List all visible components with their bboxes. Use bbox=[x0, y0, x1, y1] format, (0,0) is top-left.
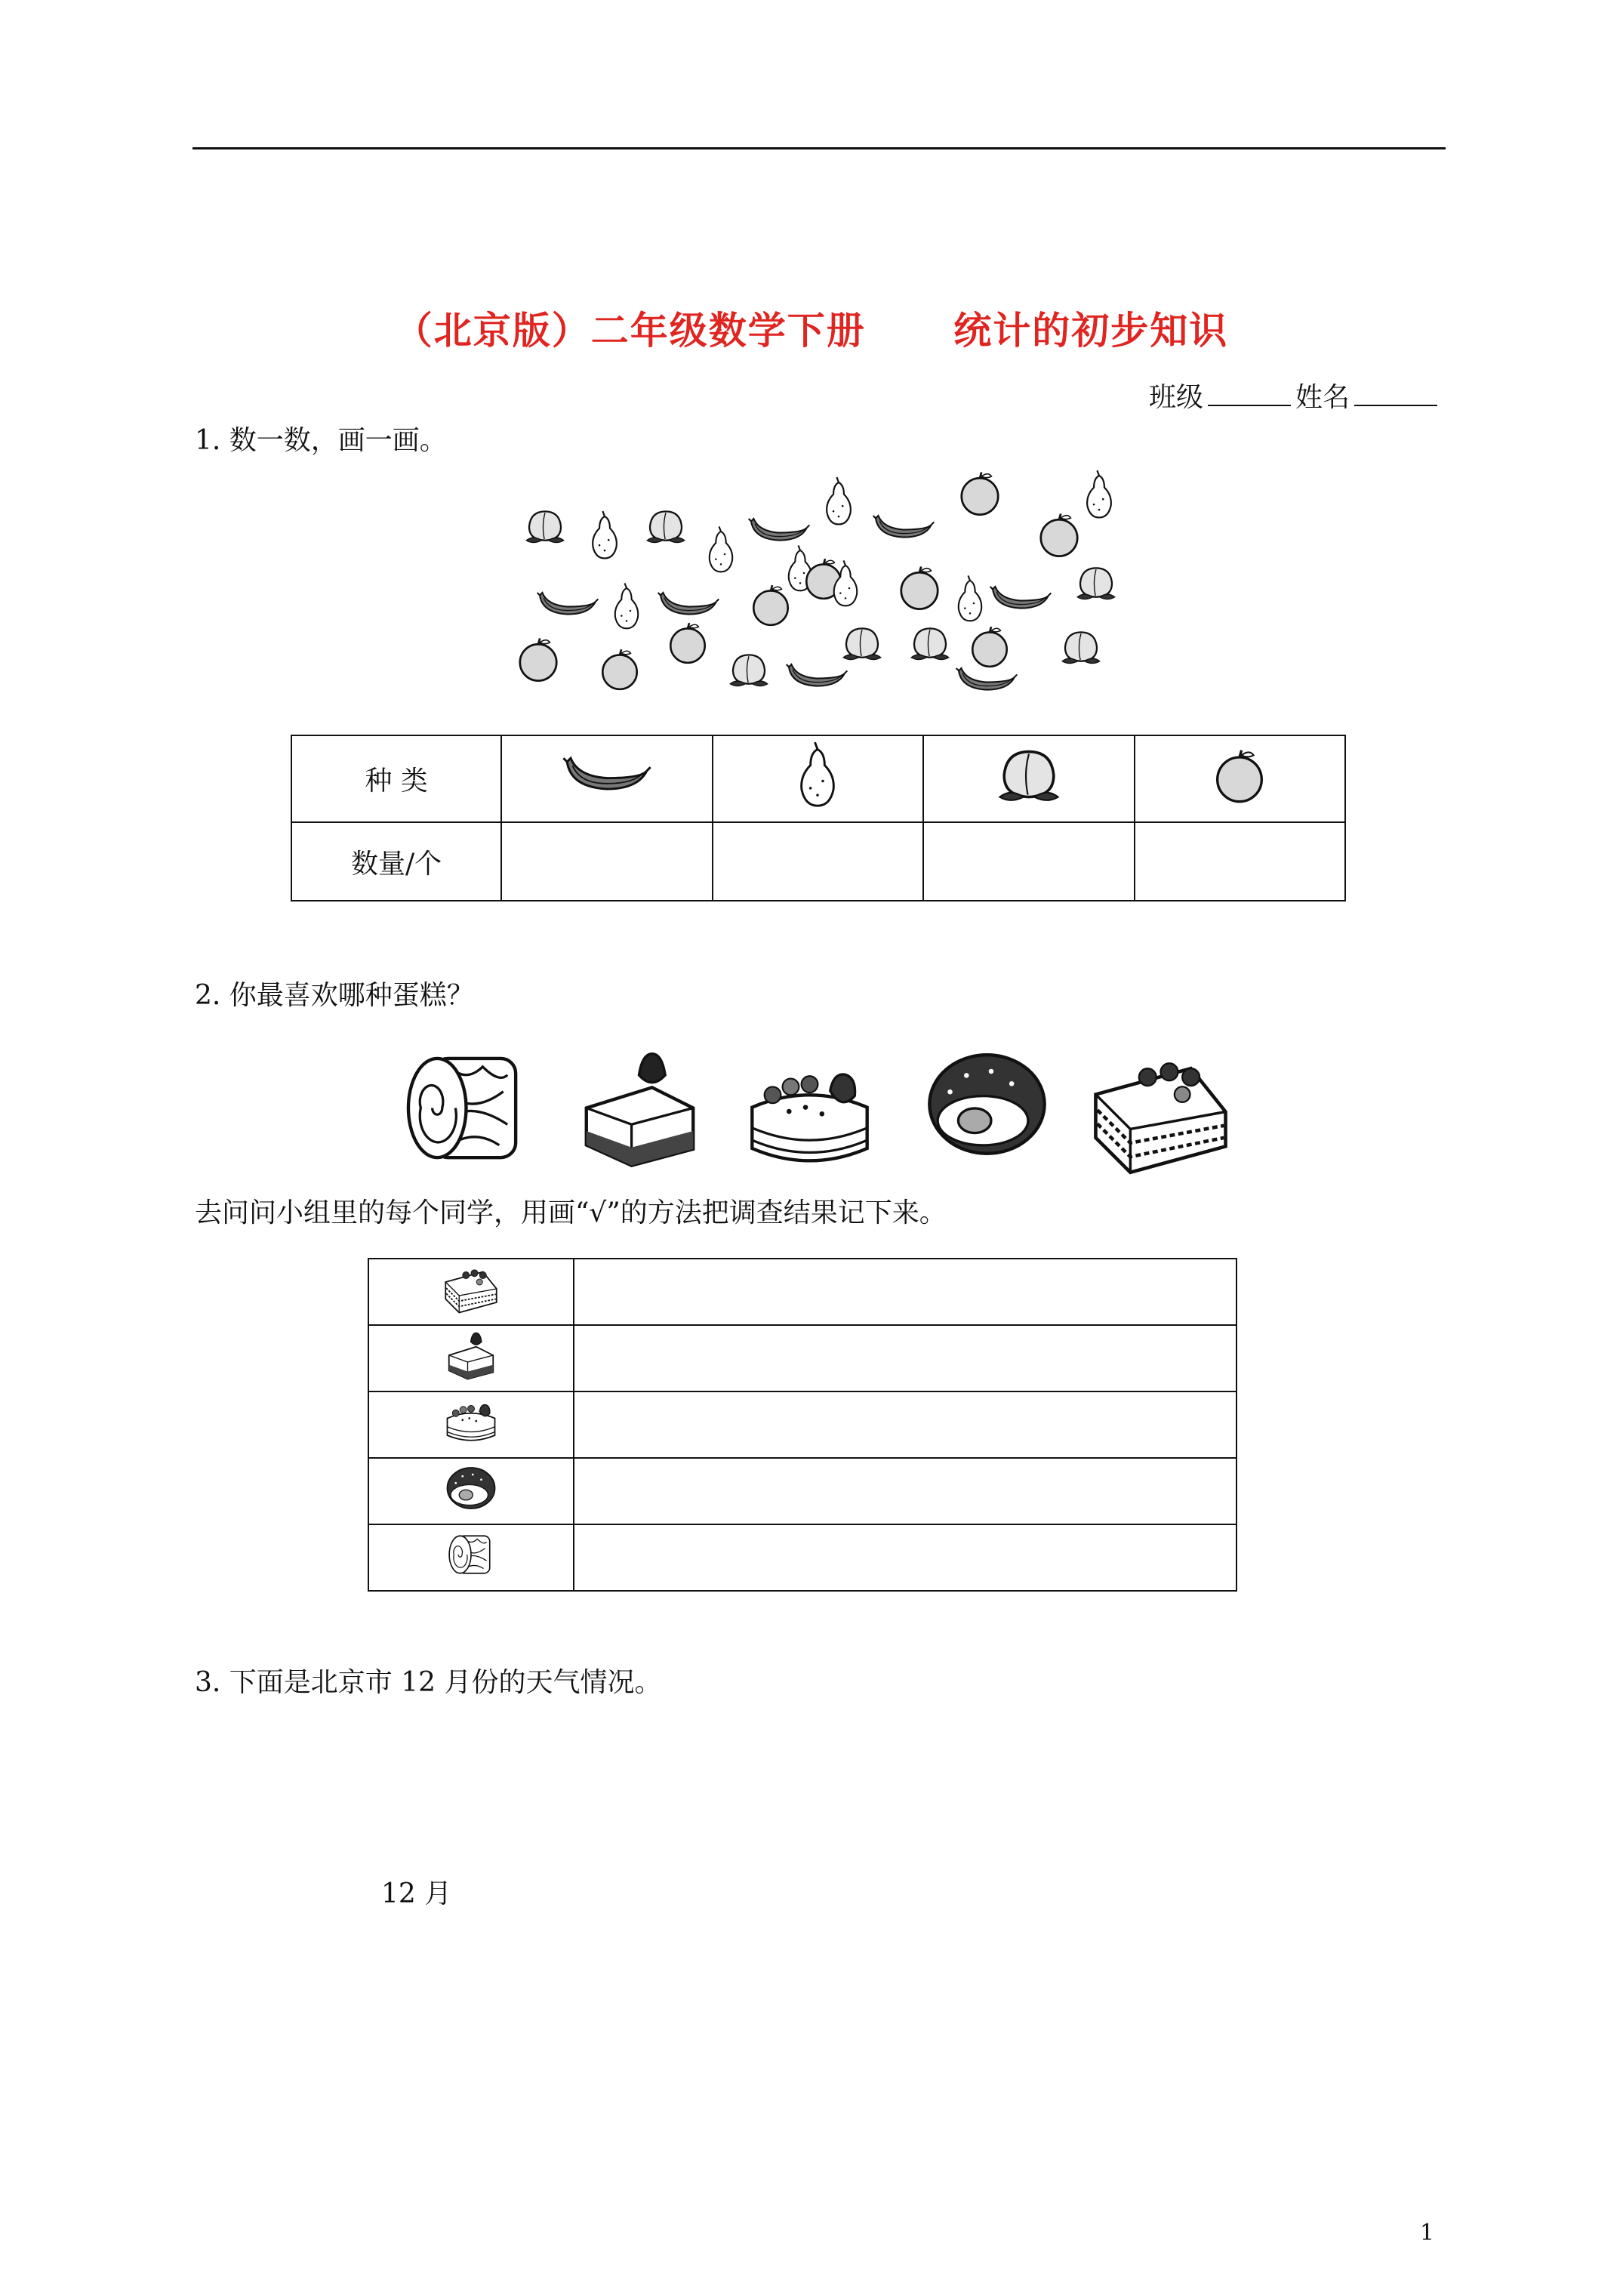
pear-icon bbox=[593, 511, 617, 558]
apple-icon bbox=[1209, 745, 1270, 806]
tally-cake-cell bbox=[368, 1458, 574, 1524]
pear-icon bbox=[1087, 470, 1111, 517]
cake-tally-table bbox=[368, 1258, 1237, 1592]
tally-mark-cell[interactable] bbox=[574, 1391, 1236, 1458]
pear-icon bbox=[834, 560, 857, 606]
pear-icon bbox=[615, 583, 638, 628]
banana-count-cell[interactable] bbox=[501, 822, 713, 901]
tally-cake-cell bbox=[368, 1325, 574, 1391]
peach-icon bbox=[1062, 632, 1099, 663]
banana-icon bbox=[537, 593, 599, 615]
apple-icon bbox=[520, 639, 556, 681]
peach-icon bbox=[843, 628, 880, 659]
banana-icon bbox=[956, 668, 1018, 690]
tally-cake-cell bbox=[368, 1391, 574, 1458]
roll-cake-icon bbox=[408, 1059, 516, 1157]
fruit-count-table bbox=[291, 735, 1346, 901]
apple-icon bbox=[972, 627, 1006, 667]
banana-icon bbox=[990, 587, 1052, 609]
fruit-scatter-illustration bbox=[513, 468, 1132, 710]
pear-icon bbox=[827, 477, 851, 524]
layer-cake-icon bbox=[441, 1262, 501, 1316]
name-label: 姓名 bbox=[1295, 382, 1350, 413]
tally-row bbox=[368, 1391, 1236, 1458]
tally-row bbox=[368, 1259, 1236, 1325]
fruit-count-row bbox=[291, 822, 1345, 901]
pear-count-cell[interactable] bbox=[713, 822, 923, 901]
apple-icon bbox=[753, 585, 787, 625]
question-2-prompt: 2. 你最喜欢哪种蛋糕？ bbox=[195, 980, 474, 1011]
banana-icon bbox=[873, 516, 935, 538]
tally-cake-cell bbox=[368, 1524, 574, 1591]
banana-icon bbox=[562, 753, 652, 798]
fruit-cake-icon bbox=[441, 1395, 501, 1449]
name-blank[interactable] bbox=[1354, 382, 1437, 406]
cake-choices-illustration bbox=[400, 1031, 1246, 1182]
apple-icon bbox=[962, 473, 998, 515]
apple-icon bbox=[670, 623, 704, 663]
peach-icon bbox=[730, 655, 767, 686]
peach-cell bbox=[923, 735, 1135, 822]
survey-instruction: 去问问小组里的每个同学，用画“√”的方法把调查结果记下来。 bbox=[195, 1197, 947, 1228]
pear-icon bbox=[959, 575, 981, 621]
peach-icon bbox=[526, 511, 563, 542]
banana-icon bbox=[749, 519, 810, 541]
peach-icon bbox=[1077, 568, 1114, 599]
banana-cell bbox=[501, 735, 713, 822]
class-name-line bbox=[1149, 376, 1442, 415]
fruit-kind-row bbox=[291, 735, 1345, 822]
apple-cell bbox=[1135, 735, 1345, 822]
question-1-prompt: 1. 数一数，画一画。 bbox=[195, 425, 447, 456]
apple-count-cell[interactable] bbox=[1135, 822, 1345, 901]
bun-cake-icon bbox=[929, 1055, 1044, 1154]
banana-icon bbox=[787, 664, 848, 686]
fruit-cake-icon bbox=[752, 1074, 867, 1160]
apple-icon bbox=[1041, 514, 1077, 556]
strawberry-slice-cake-icon bbox=[441, 1328, 501, 1382]
count-header-cell: 数量/个 bbox=[291, 822, 501, 901]
page-number: 1 bbox=[1419, 2220, 1434, 2246]
roll-cake-icon bbox=[445, 1530, 497, 1579]
pear-cell bbox=[713, 735, 923, 822]
peach-icon bbox=[991, 743, 1067, 808]
tally-mark-cell[interactable] bbox=[574, 1325, 1236, 1391]
worksheet-title: （北京版）二年级数学下册 统计的初步知识 bbox=[394, 308, 1229, 353]
tally-row bbox=[368, 1325, 1236, 1391]
pear-icon bbox=[710, 526, 732, 572]
peach-icon bbox=[647, 511, 684, 542]
tally-mark-cell[interactable] bbox=[574, 1524, 1236, 1591]
kind-header-cell: 种 类 bbox=[291, 735, 501, 822]
apple-icon bbox=[901, 567, 938, 609]
class-blank[interactable] bbox=[1208, 382, 1291, 406]
month-label: 12 月 bbox=[381, 1878, 452, 1909]
banana-icon bbox=[658, 593, 719, 615]
tally-mark-cell[interactable] bbox=[574, 1458, 1236, 1524]
question-3-prompt: 3. 下面是北京市 12 月份的天气情况。 bbox=[195, 1667, 662, 1698]
strawberry-slice-cake-icon bbox=[587, 1054, 693, 1166]
tally-mark-cell[interactable] bbox=[574, 1259, 1236, 1325]
tally-row bbox=[368, 1458, 1236, 1524]
pear-icon bbox=[791, 740, 844, 812]
apple-icon bbox=[602, 649, 636, 689]
layer-cake-icon bbox=[1095, 1063, 1225, 1173]
header-rule bbox=[192, 147, 1446, 149]
peach-icon bbox=[911, 628, 948, 659]
tally-cake-cell bbox=[368, 1259, 574, 1325]
peach-count-cell[interactable] bbox=[923, 822, 1135, 901]
bun-cake-icon bbox=[441, 1461, 501, 1515]
class-label: 班级 bbox=[1148, 382, 1203, 413]
tally-row bbox=[368, 1524, 1236, 1591]
